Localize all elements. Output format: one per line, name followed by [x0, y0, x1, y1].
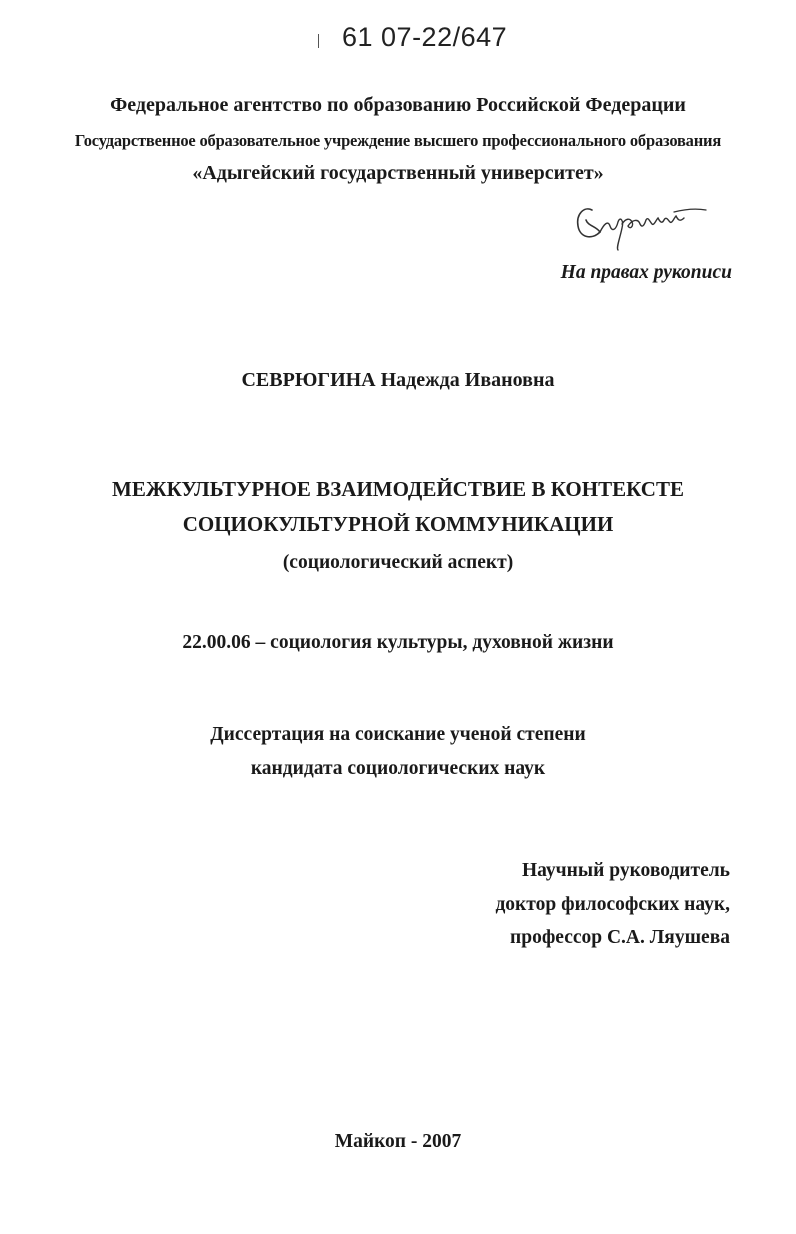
title-subtitle: (социологический аспект): [282, 552, 514, 573]
handwritten-signature: [570, 190, 710, 252]
city-year: Майкоп - 2007: [334, 1131, 462, 1152]
archive-number: 61 07-22/647: [342, 22, 508, 52]
title-line-1: МЕЖКУЛЬТУРНОЕ ВЗАИМОДЕЙСТВИЕ В КОНТЕКСТЕ: [112, 477, 684, 501]
rights-note: На правах рукописи: [560, 262, 732, 283]
signature-stroke-capital: [578, 209, 600, 237]
supervisor-degree: доктор философских наук,: [495, 894, 730, 915]
dissertation-line-2: кандидата социологических наук: [250, 758, 546, 779]
archive-mark-tick: [318, 34, 319, 48]
supervisor-name: профессор С.А. Ляушева: [509, 927, 730, 948]
agency-name: Федеральное агентство по образованию Российской Федерации: [110, 94, 686, 116]
title-line-2: СОЦИОКУЛЬТУРНОЙ КОММУНИКАЦИИ: [182, 512, 614, 536]
dissertation-line-1: Диссертация на соискание ученой степени: [210, 724, 586, 745]
university-name: «Адыгейский государственный университет»: [192, 162, 604, 184]
signature-stroke-body: [600, 216, 684, 250]
institution-name: Государственное образовательное учреждение высшего профессионального образования: [74, 131, 722, 150]
signature-stroke-tail: [674, 209, 706, 212]
specialty-code: 22.00.06 – социология культуры, духовной жизни: [182, 632, 614, 653]
supervisor-role: Научный руководитель: [522, 860, 730, 881]
author-name: СЕВРЮГИНА Надежда Ивановна: [241, 369, 555, 391]
